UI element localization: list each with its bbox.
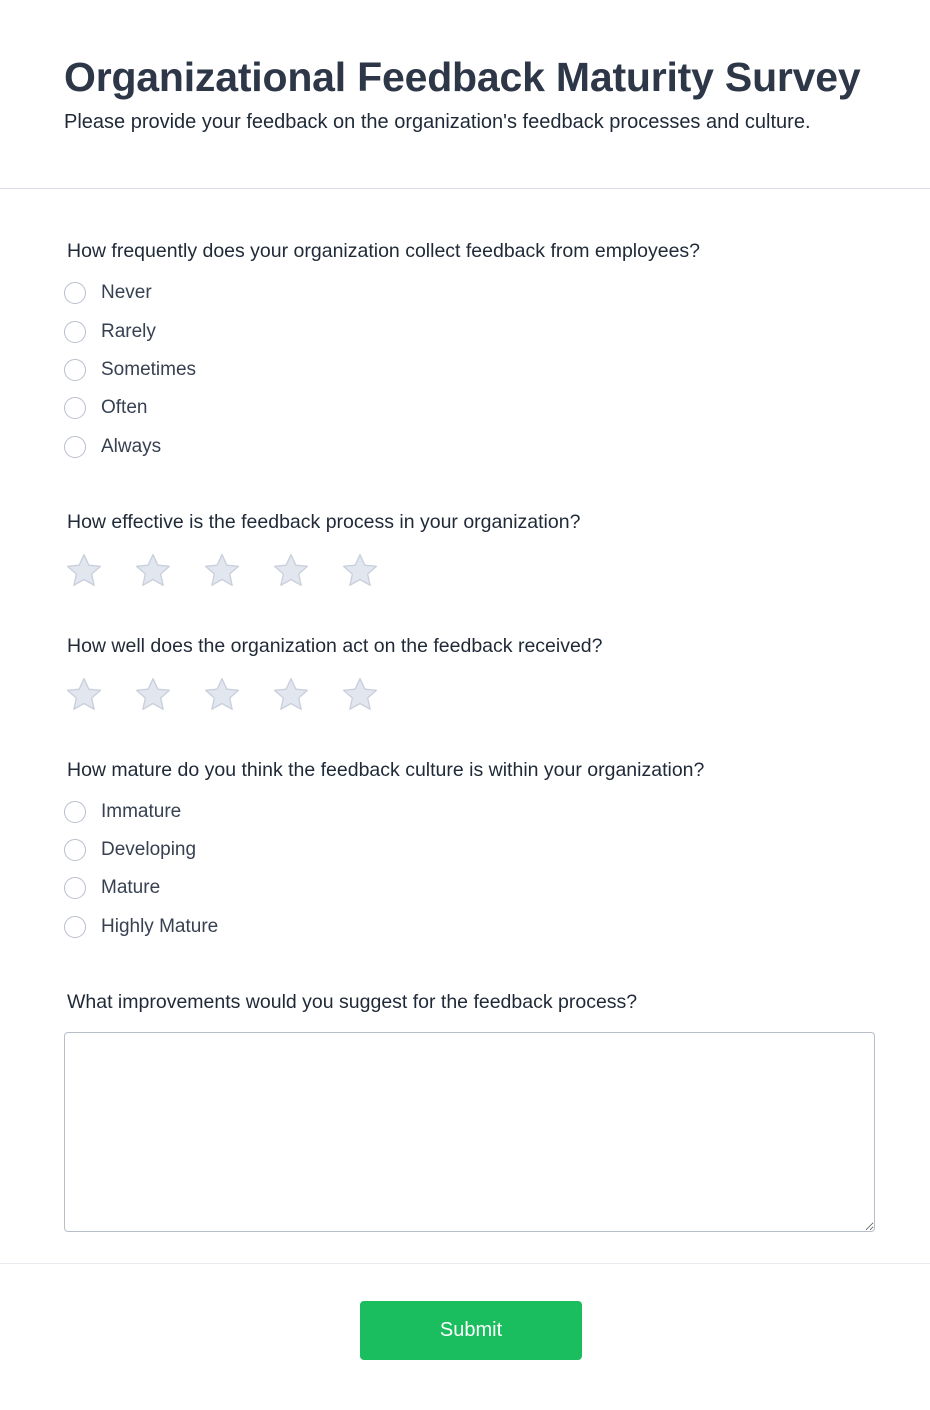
radio-option-never[interactable] [64,280,152,306]
radio-button[interactable] [64,321,86,343]
radio-option-sometimes[interactable] [64,357,196,383]
star-icon[interactable] [133,675,173,715]
radio-button[interactable] [64,397,86,419]
option-label: Never [101,282,152,303]
radio-button[interactable] [64,282,86,304]
radio-button[interactable] [64,839,86,861]
star-icon[interactable] [202,675,242,715]
star-icon[interactable] [64,675,104,715]
page-subtitle: Please provide your feedback on the organization's feedback processes and culture. [64,111,811,133]
radio-option-always[interactable] [64,434,161,460]
rating-effectiveness[interactable] [64,551,380,591]
question-effectiveness: How effective is the feedback process in your organization? [67,511,581,533]
star-icon[interactable] [133,551,173,591]
radio-button[interactable] [64,916,86,938]
header-divider [0,188,930,189]
question-improvements: What improvements would you suggest for the feedback process? [67,991,638,1013]
radio-button[interactable] [64,359,86,381]
rating-action[interactable] [64,675,380,715]
radio-option-developing[interactable] [64,837,196,863]
star-icon[interactable] [340,675,380,715]
option-label: Highly Mature [101,916,219,937]
footer-divider [0,1263,930,1264]
radio-option-often[interactable] [64,395,147,421]
option-label: Always [101,436,162,457]
radio-option-rarely[interactable] [64,319,156,345]
radio-option-highly-mature[interactable] [64,914,218,940]
improvements-textarea[interactable] [64,1032,875,1232]
option-label: Often [101,397,148,418]
question-frequency: How frequently does your organization collect feedback from employees? [67,240,701,262]
radio-button[interactable] [64,877,86,899]
radio-option-mature[interactable] [64,875,160,901]
option-label: Rarely [101,321,156,342]
radio-button[interactable] [64,436,86,458]
star-icon[interactable] [271,675,311,715]
star-icon[interactable] [64,551,104,591]
submit-button[interactable]: Submit [360,1301,582,1360]
option-label: Mature [101,877,161,898]
radio-button[interactable] [64,801,86,823]
question-maturity: How mature do you think the feedback culture is within your organization? [67,759,705,781]
page-title: Organizational Feedback Maturity Survey [64,54,861,100]
option-label: Sometimes [101,359,197,380]
radio-option-immature[interactable] [64,799,181,825]
star-icon[interactable] [340,551,380,591]
star-icon[interactable] [271,551,311,591]
question-action: How well does the organization act on the feedback received? [67,635,603,657]
option-label: Developing [101,839,197,860]
star-icon[interactable] [202,551,242,591]
option-label: Immature [101,801,182,822]
